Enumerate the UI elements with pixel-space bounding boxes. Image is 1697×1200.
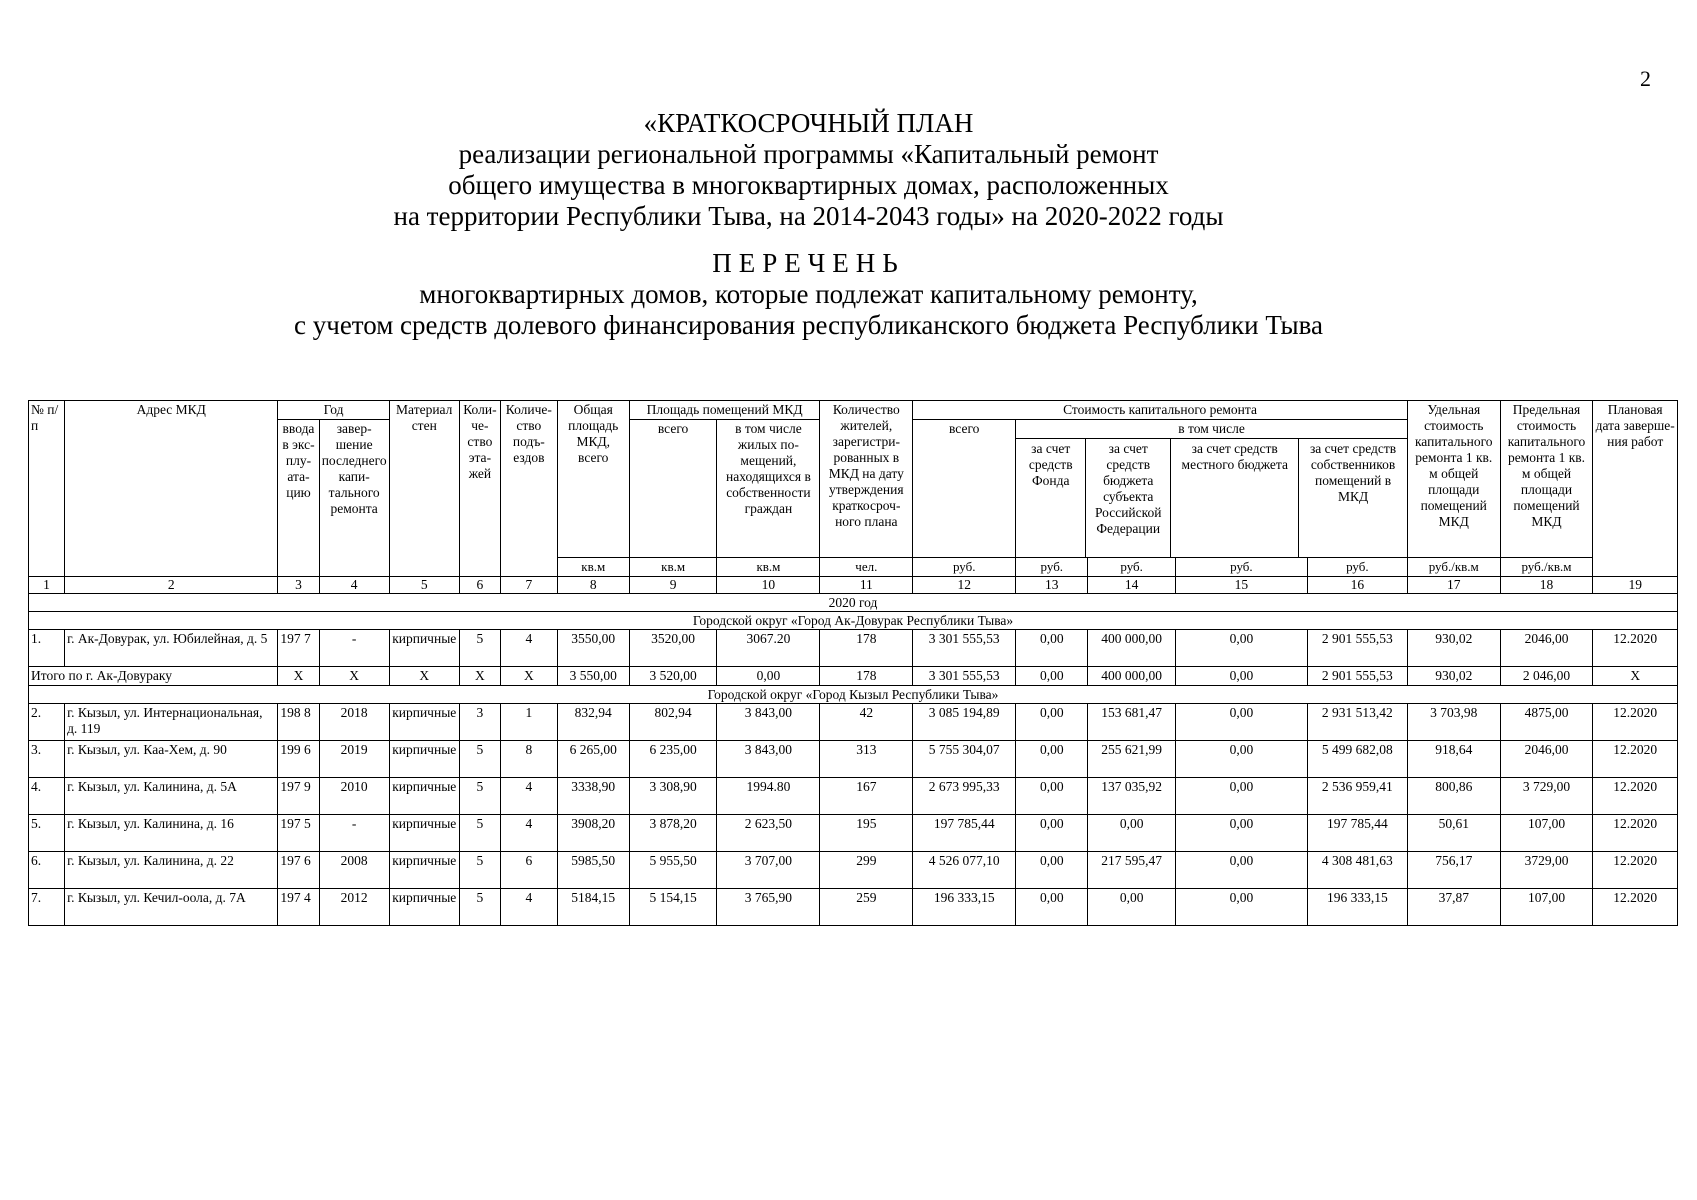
table-cell: 6 235,00 xyxy=(629,741,717,778)
table-cell: 217 595,47 xyxy=(1088,852,1176,889)
header-premises-area: Площадь помещений МКД xyxy=(629,401,820,420)
total-cell: X xyxy=(389,667,459,686)
table-row xyxy=(29,630,1678,667)
table-cell: 3338,90 xyxy=(557,778,629,815)
table-cell: 4 xyxy=(501,889,558,926)
column-number: 9 xyxy=(629,577,717,594)
table-cell: 5 xyxy=(459,630,500,667)
total-cell: 0,00 xyxy=(1016,667,1088,686)
repair-plan-table xyxy=(28,400,1678,926)
table-cell: 196 333,15 xyxy=(1307,889,1407,926)
table-cell: 800,86 xyxy=(1407,778,1500,815)
table-cell: 4 xyxy=(501,778,558,815)
table-cell: кирпичные xyxy=(389,778,459,815)
table-cell: 3908,20 xyxy=(557,815,629,852)
table-cell: 42 xyxy=(820,704,913,741)
table-cell: 3067.20 xyxy=(717,630,820,667)
column-number: 12 xyxy=(913,577,1016,594)
total-cell: X xyxy=(1593,667,1678,686)
table-cell: 12.2020 xyxy=(1593,889,1678,926)
table-cell: 5 xyxy=(459,741,500,778)
table-row xyxy=(29,778,1678,815)
header-year-last-repair: завершение последнего капитального ремонта xyxy=(319,420,389,577)
table-cell: 2019 xyxy=(319,741,389,778)
table-cell: 0,00 xyxy=(1175,852,1307,889)
table-cell: 107,00 xyxy=(1500,889,1593,926)
table-cell: 1994.80 xyxy=(717,778,820,815)
table-cell: 4875,00 xyxy=(1500,704,1593,741)
table-cell: 5 xyxy=(459,778,500,815)
table-cell: 0,00 xyxy=(1016,630,1088,667)
unit-cell: руб. xyxy=(913,558,1016,577)
table-cell: 1. xyxy=(29,630,65,667)
table-cell: 255 621,99 xyxy=(1088,741,1176,778)
header-cost: Стоимость капитального ремонта xyxy=(913,401,1408,420)
table-cell: 2018 xyxy=(319,704,389,741)
table-cell: 5 154,15 xyxy=(629,889,717,926)
table-cell: 197 7 xyxy=(278,630,319,667)
table-cell: кирпичные xyxy=(389,630,459,667)
column-number: 19 xyxy=(1593,577,1678,594)
column-number: 2 xyxy=(65,577,278,594)
table-cell: 0,00 xyxy=(1016,815,1088,852)
header-address: Адрес МКД xyxy=(65,401,278,577)
year-heading: 2020 год xyxy=(29,594,1678,612)
table-cell: 153 681,47 xyxy=(1088,704,1176,741)
table-cell: 197 6 xyxy=(278,852,319,889)
table-cell: 196 333,15 xyxy=(913,889,1016,926)
table-cell: 5 755 304,07 xyxy=(913,741,1016,778)
column-number: 17 xyxy=(1407,577,1500,594)
total-cell: 3 301 555,53 xyxy=(913,667,1016,686)
table-cell: 3 xyxy=(459,704,500,741)
table-cell: 3 729,00 xyxy=(1500,778,1593,815)
header-limit-cost: Предельная стоимость капитального ремонта 1 кв. м общей площади помещений МКД xyxy=(1500,401,1593,558)
district-heading: Городской округ «Город Ак-Довурак Республики Тыва» xyxy=(29,612,1678,630)
table-cell: 5 xyxy=(459,889,500,926)
total-cell: 178 xyxy=(820,667,913,686)
header-completion: Плановая дата завершения работ xyxy=(1593,401,1678,577)
unit-cell: кв.м xyxy=(557,558,629,577)
table-cell: 802,94 xyxy=(629,704,717,741)
column-number: 10 xyxy=(717,577,820,594)
table-cell: 4 xyxy=(501,630,558,667)
table-cell: 0,00 xyxy=(1088,815,1176,852)
column-number: 1 xyxy=(29,577,65,594)
header-cost-local: за счет средств местного бюджета xyxy=(1171,439,1299,557)
table-row xyxy=(29,704,1678,741)
table-cell: 6. xyxy=(29,852,65,889)
header-cost-total: всего xyxy=(913,420,1016,558)
table-header xyxy=(29,401,1678,577)
table-cell: 2 901 555,53 xyxy=(1307,630,1407,667)
table-cell: 299 xyxy=(820,852,913,889)
table-cell: 2046,00 xyxy=(1500,630,1593,667)
unit-cell: руб. xyxy=(1307,558,1407,577)
table-cell: 0,00 xyxy=(1016,852,1088,889)
subtitle-line-2: с учетом средств долевого финансирования республиканского бюджета Республики Тыва xyxy=(294,310,1323,340)
table-cell: - xyxy=(319,630,389,667)
table-row xyxy=(29,741,1678,778)
total-cell: X xyxy=(319,667,389,686)
title-line-4: на территории Республики Тыва, на 2014-2043 годы» на 2020-2022 годы xyxy=(393,201,1224,231)
header-year: Год xyxy=(278,401,389,420)
table-cell: кирпичные xyxy=(389,889,459,926)
unit-cell: руб. xyxy=(1088,558,1176,577)
header-num: № п/п xyxy=(29,401,65,577)
table-cell: 2010 xyxy=(319,778,389,815)
table-cell: 107,00 xyxy=(1500,815,1593,852)
table-cell: 4 526 077,10 xyxy=(913,852,1016,889)
title-line-1: «КРАТКОСРОЧНЫЙ ПЛАН xyxy=(643,108,974,138)
year-heading-row xyxy=(29,594,1678,612)
unit-cell: кв.м xyxy=(629,558,717,577)
total-cell: 3 550,00 xyxy=(557,667,629,686)
header-premises-total: всего xyxy=(629,420,717,558)
table-cell: 197 5 xyxy=(278,815,319,852)
total-cell: 930,02 xyxy=(1407,667,1500,686)
table-cell: 37,87 xyxy=(1407,889,1500,926)
document-heading xyxy=(0,108,1697,341)
table-cell: 832,94 xyxy=(557,704,629,741)
total-cell: 0,00 xyxy=(717,667,820,686)
header-cost-incl: в том числе xyxy=(1016,420,1407,439)
table-cell: 5184,15 xyxy=(557,889,629,926)
table-cell: 0,00 xyxy=(1175,889,1307,926)
table-cell: 4 308 481,63 xyxy=(1307,852,1407,889)
header-residents: Количество жителей, зарегистрированных в МКД на дату утверждения краткосрочного плана xyxy=(820,401,913,558)
table-row xyxy=(29,889,1678,926)
header-premises-residential: в том числе жилых помещений, находящихся в собственности граждан xyxy=(717,420,820,558)
table-cell: 8 xyxy=(501,741,558,778)
page-number: 2 xyxy=(1640,66,1651,91)
table-cell: г. Кызыл, ул. Интернациональная, д. 119 xyxy=(65,704,278,741)
column-number-row xyxy=(29,577,1678,594)
table-cell: 3729,00 xyxy=(1500,852,1593,889)
header-year-commission: ввода в эксплуатацию xyxy=(278,420,319,577)
column-number: 3 xyxy=(278,577,319,594)
table-cell: 197 785,44 xyxy=(1307,815,1407,852)
table-cell: 12.2020 xyxy=(1593,704,1678,741)
table-cell: 2 673 995,33 xyxy=(913,778,1016,815)
table-cell: 3 707,00 xyxy=(717,852,820,889)
table-cell: г. Ак-Довурак, ул. Юбилейная, д. 5 xyxy=(65,630,278,667)
column-number: 6 xyxy=(459,577,500,594)
unit-cell: кв.м xyxy=(717,558,820,577)
table-cell: 0,00 xyxy=(1175,778,1307,815)
table-cell: 0,00 xyxy=(1016,778,1088,815)
table-cell: 6 265,00 xyxy=(557,741,629,778)
table-cell: 3 301 555,53 xyxy=(913,630,1016,667)
header-cost-owners: за счет средств собственников помещений в МКД xyxy=(1309,441,1397,504)
total-cell: 3 520,00 xyxy=(629,667,717,686)
title-line-2: реализации региональной программы «Капитальный ремонт xyxy=(458,139,1159,169)
total-cell: 2 901 555,53 xyxy=(1307,667,1407,686)
district-heading-row xyxy=(29,612,1678,630)
table-row xyxy=(29,815,1678,852)
table-cell: 0,00 xyxy=(1016,889,1088,926)
table-cell: 0,00 xyxy=(1016,741,1088,778)
table-cell: 2012 xyxy=(319,889,389,926)
table-cell: 167 xyxy=(820,778,913,815)
unit-cell: руб. xyxy=(1016,558,1088,577)
table-cell: 2 931 513,42 xyxy=(1307,704,1407,741)
table-cell: 6 xyxy=(501,852,558,889)
table-cell: г. Кызыл, ул. Кечил-оола, д. 7А xyxy=(65,889,278,926)
total-cell: X xyxy=(278,667,319,686)
table-cell: 137 035,92 xyxy=(1088,778,1176,815)
table-cell: 197 4 xyxy=(278,889,319,926)
table-cell: 0,00 xyxy=(1175,815,1307,852)
table-cell: 5 955,50 xyxy=(629,852,717,889)
table-cell: г. Кызыл, ул. Калинина, д. 22 xyxy=(65,852,278,889)
table-cell: 5985,50 xyxy=(557,852,629,889)
column-number: 5 xyxy=(389,577,459,594)
table-cell: 0,00 xyxy=(1088,889,1176,926)
table-cell: 5. xyxy=(29,815,65,852)
table-cell: г. Кызыл, ул. Калинина, д. 16 xyxy=(65,815,278,852)
table-cell: 0,00 xyxy=(1175,704,1307,741)
district-heading: Городской округ «Город Кызыл Республики Тыва» xyxy=(29,686,1678,704)
table-cell: 2 623,50 xyxy=(717,815,820,852)
table-cell: 2. xyxy=(29,704,65,741)
table-row xyxy=(29,852,1678,889)
column-number: 14 xyxy=(1088,577,1176,594)
column-number: 4 xyxy=(319,577,389,594)
header-cost-fund: за счет средств Фонда xyxy=(1016,439,1086,557)
table-cell: 3520,00 xyxy=(629,630,717,667)
table-cell: 3 765,90 xyxy=(717,889,820,926)
header-floors: Количество этажей xyxy=(459,401,500,577)
table-cell: 313 xyxy=(820,741,913,778)
table-cell: 3. xyxy=(29,741,65,778)
table-cell: 197 785,44 xyxy=(913,815,1016,852)
table-cell: кирпичные xyxy=(389,704,459,741)
table-cell: 3 878,20 xyxy=(629,815,717,852)
table-cell: 12.2020 xyxy=(1593,778,1678,815)
subtitle-line-1: многоквартирных домов, которые подлежат капитальному ремонту, xyxy=(419,279,1198,309)
table-cell: кирпичные xyxy=(389,815,459,852)
table-cell: г. Кызыл, ул. Каа-Хем, д. 90 xyxy=(65,741,278,778)
header-total-area: Общая площадь МКД, всего xyxy=(557,401,629,558)
table-cell: г. Кызыл, ул. Калинина, д. 5А xyxy=(65,778,278,815)
table-cell: 756,17 xyxy=(1407,852,1500,889)
table-cell: 3 703,98 xyxy=(1407,704,1500,741)
table-cell: 5 xyxy=(459,815,500,852)
table-cell: 4 xyxy=(501,815,558,852)
header-wall: Материал стен xyxy=(389,401,459,577)
total-cell: X xyxy=(501,667,558,686)
total-label: Итого по г. Ак-Довураку xyxy=(29,667,278,686)
column-number: 7 xyxy=(501,577,558,594)
unit-cell: руб./кв.м xyxy=(1500,558,1593,577)
table-cell: 259 xyxy=(820,889,913,926)
table-cell: 2008 xyxy=(319,852,389,889)
table-cell: 2 536 959,41 xyxy=(1307,778,1407,815)
header-entrances: Количество подъездов xyxy=(501,401,558,577)
title-line-3: общего имущества в многоквартирных домах, расположенных xyxy=(448,170,1169,200)
table-cell: 3 843,00 xyxy=(717,741,820,778)
table-cell: 50,61 xyxy=(1407,815,1500,852)
table-cell: кирпичные xyxy=(389,852,459,889)
table-cell: 198 8 xyxy=(278,704,319,741)
table-cell: 1 xyxy=(501,704,558,741)
column-number: 16 xyxy=(1307,577,1407,594)
district-heading-row xyxy=(29,686,1678,704)
table-cell: 930,02 xyxy=(1407,630,1500,667)
table-cell: 197 9 xyxy=(278,778,319,815)
table-cell: 0,00 xyxy=(1016,704,1088,741)
header-specific-cost: Удельная стоимость капитального ремонта 1 кв. м общей площади помещений МКД xyxy=(1407,401,1500,558)
table-cell: 4. xyxy=(29,778,65,815)
table-cell: - xyxy=(319,815,389,852)
table-cell: 3550,00 xyxy=(557,630,629,667)
total-cell: 0,00 xyxy=(1175,667,1307,686)
column-number: 15 xyxy=(1175,577,1307,594)
table-cell: 2046,00 xyxy=(1500,741,1593,778)
table-cell: 195 xyxy=(820,815,913,852)
table-cell: 178 xyxy=(820,630,913,667)
unit-cell: руб./кв.м xyxy=(1407,558,1500,577)
table-cell: 918,64 xyxy=(1407,741,1500,778)
total-row xyxy=(29,667,1678,686)
total-cell: X xyxy=(459,667,500,686)
unit-cell: руб. xyxy=(1175,558,1307,577)
total-cell: 2 046,00 xyxy=(1500,667,1593,686)
column-number: 8 xyxy=(557,577,629,594)
total-cell: 400 000,00 xyxy=(1088,667,1176,686)
table-cell: 7. xyxy=(29,889,65,926)
table-cell: 12.2020 xyxy=(1593,852,1678,889)
table-cell: 5 499 682,08 xyxy=(1307,741,1407,778)
list-heading: ПЕРЕЧЕНЬ xyxy=(712,248,905,278)
header-cost-subject: за счет средств бюджета субъекта Российской Федерации xyxy=(1086,439,1171,557)
table-body xyxy=(29,577,1678,926)
column-number: 11 xyxy=(820,577,913,594)
table-cell: 12.2020 xyxy=(1593,630,1678,667)
table-cell: 5 xyxy=(459,852,500,889)
table-cell: 12.2020 xyxy=(1593,815,1678,852)
column-number: 18 xyxy=(1500,577,1593,594)
table-cell: 3 308,90 xyxy=(629,778,717,815)
table-cell: кирпичные xyxy=(389,741,459,778)
table-cell: 199 6 xyxy=(278,741,319,778)
table-cell: 12.2020 xyxy=(1593,741,1678,778)
unit-cell: чел. xyxy=(820,558,913,577)
table-cell: 3 843,00 xyxy=(717,704,820,741)
table-cell: 3 085 194,89 xyxy=(913,704,1016,741)
table-cell: 0,00 xyxy=(1175,741,1307,778)
table-cell: 0,00 xyxy=(1175,630,1307,667)
column-number: 13 xyxy=(1016,577,1088,594)
table-cell: 400 000,00 xyxy=(1088,630,1176,667)
